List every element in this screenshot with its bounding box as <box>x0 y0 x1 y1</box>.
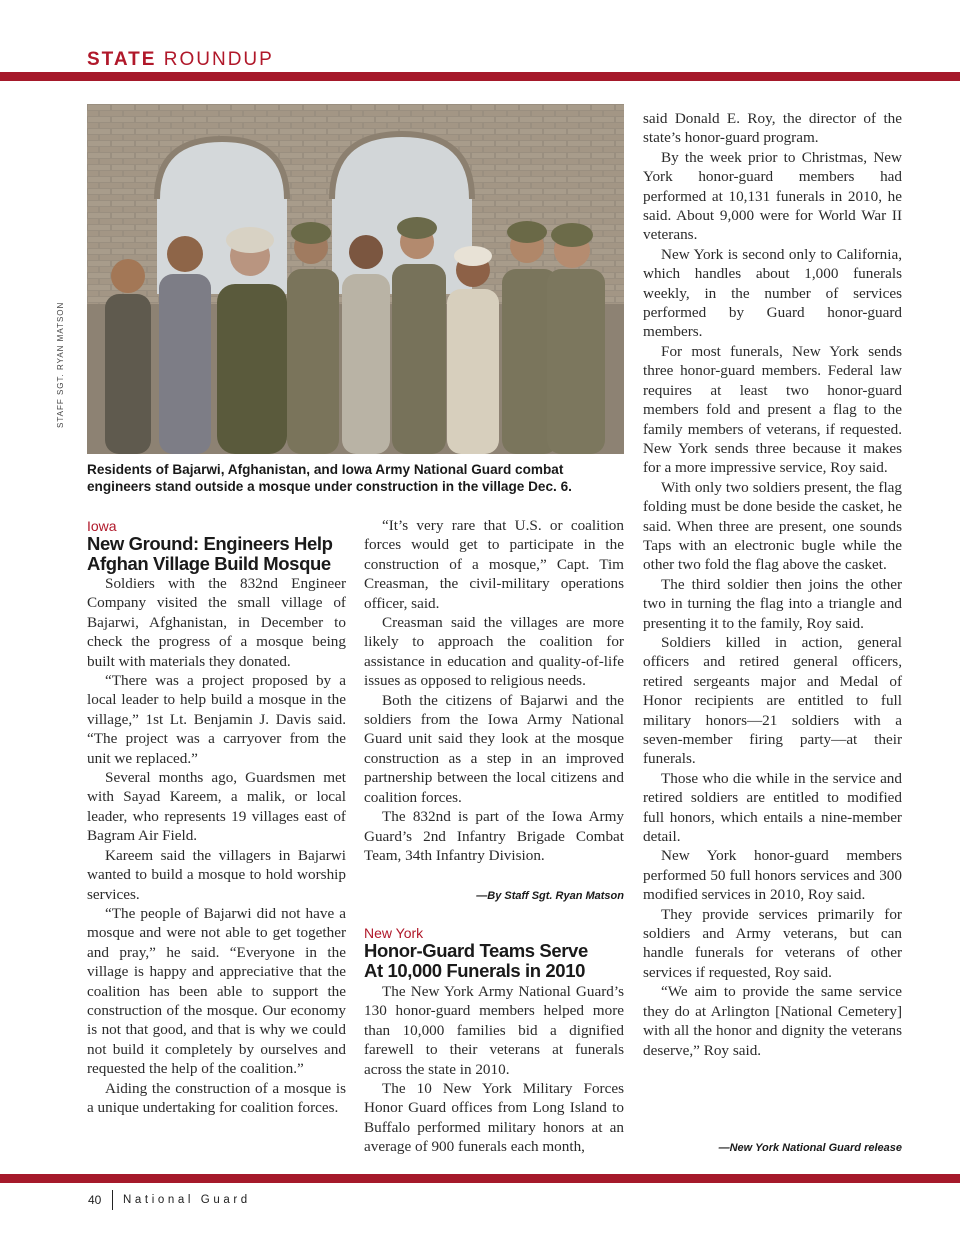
article-photo <box>87 104 624 454</box>
paragraph: Creasman said the villages are more likely to approach the coalition for assistance in education and quality-of-life issues as opposed to religious needs. <box>364 614 624 690</box>
photo-credit: STAFF SGT. RYAN MATSON <box>56 301 65 428</box>
footer-rule <box>0 1174 960 1183</box>
paragraph: With only two soldiers present, the flag folding must be done beside the casket, he said. When three are present, one sounds Taps with an electronic bugle while the other two fold the flag above the casket. <box>643 478 902 574</box>
paragraph: Soldiers killed in action, general officers and retired general officers, retired sergeants major and Medal of Honor recipients are entitled to full military honors—21 soldiers with a seven-member firing party—at their funerals. <box>643 633 902 768</box>
section-label <box>87 50 274 70</box>
article1-column1 <box>87 574 346 1117</box>
paragraph: Those who die while in the service and retired soldiers are entitled to modified full honors, which entails a nine-member detail. <box>643 769 902 846</box>
paragraph: said Donald E. Roy, the director of the state’s honor-guard program. <box>643 110 902 147</box>
article1-column2 <box>364 516 624 865</box>
section-label-bold: STATE <box>87 49 157 70</box>
paragraph: The New York Army National Guard’s 130 honor-guard members helped more than 10,000 families bid a dignified farewell to their veterans at funerals across the state in 2010. <box>364 983 624 1078</box>
paragraph: “The people of Bajarwi did not have a mosque and were not able to get together and pray,” he said. “Everyone in the village is happy and appreciative that the coalition has been able to support the construction of the mosque. Our economy is not that good, and that is why we could not build it completely by ourselves and requested the help of the coalition.” <box>87 904 346 1078</box>
paragraph: Aiding the construction of a mosque is a unique undertaking for coalition forces. <box>87 1079 346 1116</box>
paragraph: They provide services primarily for soldiers and Army veterans, but can handle funerals for veterans of other services if requested, Roy said. <box>643 905 902 981</box>
paragraph: “There was a project proposed by a local leader to help build a mosque in the village,” 1st Lt. Benjamin J. Davis said. “The project was a carryover from the unit we replaced.” <box>87 672 346 767</box>
paragraph: New York is second only to California, which handles about 1,000 funerals weekly, in the number of services performed by Guard honor-guard members. <box>643 245 902 341</box>
article2-headline <box>364 941 588 981</box>
paragraph: Several months ago, Guardsmen met with Sayad Kareem, a malik, or local leader, who represents 19 villages east of Bagram Air Field. <box>87 769 346 845</box>
paragraph: By the week prior to Christmas, New York honor-guard members had performed at 10,131 funerals in 2010, he said. About 9,000 were for World War II veterans. <box>643 148 902 244</box>
article2-byline: —New York National Guard release <box>718 1142 902 1154</box>
article1-headline-line1: New Ground: Engineers Help <box>87 533 333 554</box>
paragraph: New York honor-guard members performed 50 full honors services and 300 modified services in 2010, Roy said. <box>643 847 902 904</box>
paragraph: The 832nd is part of the Iowa Army Guard’s 2nd Infantry Brigade Combat Team, 34th Infantry Division. <box>364 808 624 864</box>
article2-kicker: New York <box>364 925 424 941</box>
paragraph: Kareem said the villagers in Bajarwi wanted to build a mosque to hold worship services. <box>87 846 346 903</box>
article1-byline: —By Staff Sgt. Ryan Matson <box>476 890 624 902</box>
footer-divider <box>112 1190 113 1210</box>
paragraph: Soldiers with the 832nd Engineer Company visited the small village of Bajarwi, Afghanistan, in December to check the progress of a mosque being built with materials they donated. <box>87 575 346 670</box>
article2-column2 <box>364 982 624 1157</box>
article2-headline-line1: Honor-Guard Teams Serve <box>364 940 588 961</box>
paragraph: The third soldier then joins the other two in turning the flag into a triangle and presenting it to the family, Roy said. <box>643 575 902 632</box>
paragraph: Both the citizens of Bajarwi and the soldiers from the Iowa Army National Guard unit said they look at the mosque construction as a step in an improved partnership between the local citizens and coalition forces. <box>364 691 624 806</box>
publication-name: National Guard <box>123 1194 251 1206</box>
article1-headline-line2: Afghan Village Build Mosque <box>87 553 331 574</box>
paragraph: “We aim to provide the same service they do at Arlington [National Cemetery] with all the honor and dignity the veterans deserve,” Roy said. <box>643 983 902 1059</box>
photo-caption: Residents of Bajarwi, Afghanistan, and Iowa Army National Guard combat engineers stand outside a mosque under construction in the village Dec. 6. <box>87 462 572 494</box>
article1-headline <box>87 534 333 574</box>
header-rule <box>0 72 960 81</box>
paragraph: For most funerals, New York sends three honor-guard members. Federal law requires at least two honor-guard members fold and present a flag to the family members of veterans, if requested. New York sends three because it makes for a more impressive service, Roy said. <box>643 342 902 477</box>
paragraph: “It’s very rare that U.S. or coalition forces would get to participate in the construction of a mosque,” Capt. Tim Creasman, the civil-military operations officer, said. <box>364 517 624 612</box>
article2-column3 <box>643 109 902 1060</box>
photo-illustration <box>87 104 624 454</box>
article1-kicker: Iowa <box>87 518 117 534</box>
page-number: 40 <box>88 1193 102 1207</box>
article2-headline-line2: At 10,000 Funerals in 2010 <box>364 960 585 981</box>
paragraph: The 10 New York Military Forces Honor Guard offices from Long Island to Buffalo performed military honors at an average of 900 funerals each month, <box>364 1080 624 1156</box>
section-label-rest: ROUNDUP <box>163 49 274 70</box>
